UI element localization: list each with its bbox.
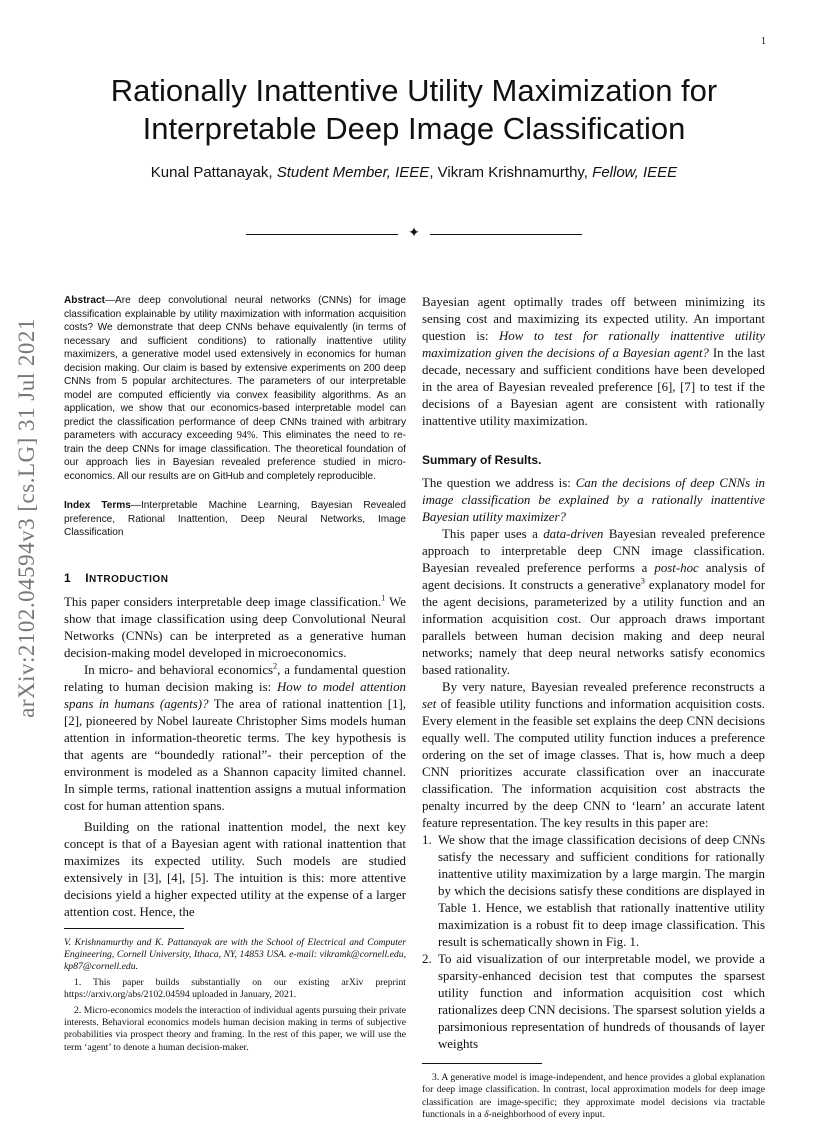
footnotes-right: [422, 1072, 765, 1122]
footnote-2: 2. Micro-economics models the interaction of individual agents pursuing their private interests. Behavioral economics models human decision making in terms of subjective probabilities via prospect theory and framing. In the rest of this paper, we will use the term ‘agent’ to denote a human decision-maker.: [64, 1004, 406, 1053]
footnotes-left: [64, 937, 406, 1055]
summary-heading: Summary of Results.: [422, 453, 542, 467]
list-item: 2. To aid visualization of our interpretable model, we provide a sparsity-enhanced decision test that computes the sparsest utility function and information acquisition cost which rationalizes deep CNN decisions. The sparsest solution yields a parsimonious representation of hundreds of thousands of layer weights: [422, 952, 765, 1051]
left-column: [64, 294, 406, 1057]
footnote-3: 3. A generative model is image-independent, and hence provides a global explanation for deep image classification. In contrast, local approximation models for deep image classification are image-specific; they approximate model decisions via tractable functionals in a δ-neighborhood of every input.: [422, 1072, 765, 1121]
abstract-label: Abstract: [64, 295, 105, 306]
author-name-1: Kunal Pattanayak,: [150, 164, 273, 181]
key-results-list: [422, 832, 765, 1053]
footnote-ref-3: 3: [640, 576, 645, 586]
right-column: [422, 294, 765, 1125]
section-heading-introduction: 1 INTRODUCTION: [64, 570, 169, 585]
list-item: 1. We show that the image classification decisions of deep CNNs satisfy the necessary and sufficient conditions for rationally inattentive utility maximization by a large margin. The margin by which the decisions satisfy these conditions are displayed in Table 1. Hence, we establish that rationally inattentive utility maximization is a robust fit to deep image classification. This result is schematically shown in Fig. 1.: [422, 833, 765, 949]
index-terms-label: Index Terms: [64, 500, 131, 511]
footnote-rule-right: [422, 1063, 542, 1064]
author-name-2: , Vikram Krishnamurthy,: [429, 164, 588, 181]
page-number: 1: [761, 36, 766, 47]
footnote-ref-1: 1: [381, 593, 386, 603]
divider-line-left: [246, 234, 398, 235]
title-divider: [246, 227, 582, 241]
intro-paragraph-3: Building on the rational inattention model, the next key concept is that of a Bayesian agent with rational inattention that maximizes its expected utility. Such models are studied extensively in [3], [4], [5]. The intuition is this: more attentive decisions yield a higher expected utility at the expense of a larger attention cost. Hence, the: [64, 819, 406, 919]
intro-paragraph-1: This paper considers interpretable deep image classification.$^1$ We show that image classification using deep Convolutional Neural Networks (CNNs) can be interpreted as a generative human decision-making model developed in microeconomics.: [64, 593, 406, 660]
arxiv-identifier-stamp: arXiv:2102.04594v3 [cs.LG] 31 Jul 2021: [14, 318, 39, 718]
paper-title: Rationally Inattentive Utility Maximization for Interpretable Deep Image Classification: [110, 73, 718, 146]
author-line: [40, 164, 788, 181]
approach-paragraph: This paper uses a data-driven Bayesian revealed preference approach to interpretable deep CNN image classification. Bayesian revealed preference performs a post-hoc analysis of agent decisions. It constructs a generative$^3$ explanatory model for the agent decisions, parameterized by a utility function and an information acquisition cost. Our approach draws important parallels between human decision making and deep neural networks; namely that deep neural networks satisfy economics based rationality.: [422, 527, 765, 677]
accuracy-value: 94%: [236, 430, 256, 441]
index-terms: Index Terms—Interpretable Machine Learning, Bayesian Revealed preference, Rational Inattention, Deep Neural Networks, Image Classification: [64, 500, 406, 538]
research-question: The question we address is: Can the decisions of deep CNNs in image classification be explained by a rationally inattentive Bayesian utility maximizer?: [422, 476, 765, 524]
divider-star-icon: ✦: [408, 226, 420, 241]
intro-paragraph-continued: Bayesian agent optimally trades off between minimizing its sensing cost and maximizing its expected utility. An important question is: How to test for rationally inattentive utility maximization given the decisions of a Bayesian agent? In the last decade, necessary and sufficient conditions have been developed in the area of Bayesian revealed preference [6], [7] to test if the decisions of a Bayesian agent are consistent with rationally inattentive utility maximization.: [422, 295, 765, 428]
footnote-rule: [64, 928, 184, 929]
abstract: Abstract—Are deep convolutional neural networks (CNNs) for image classification explainable by utility maximization with information acquisition costs? We demonstrate that deep CNNs behave equivalently (in terms of necessary and sufficient conditions) to rationally inattentive utility maximizers, a generative model used extensively in economics for human decision making. Our claim is based by extensive experiments on 200 deep CNNs from 5 popular architectures. The parameters of our interpretable model are computed efficiently via convex feasibility algorithms. As an application, we show that our economics-based interpretable model can predict the classification performance of deep CNNs trained with arbitrary parameters with accuracy exceeding 94%. This eliminates the need to re-train the deep CNNs for image classification. The theoretical foundation of our approach lies in Bayesian revealed preference studied in micro-economics. All our results are on GitHub and completely reproducible.: [64, 295, 406, 482]
footnote-1: 1. This paper builds substantially on our existing arXiv preprint https://arxiv.org/abs/2102.04594 uploaded in January, 2021.: [64, 976, 406, 1001]
footnote-ref-2: 2: [273, 661, 278, 671]
author-role-1: Student Member, IEEE: [276, 164, 430, 181]
intro-paragraph-2: In micro- and behavioral economics$^2$, a fundamental question relating to human decision making is: How to model attention spans in humans (agents)? The area of rational inattention [1], [2], pioneered by Nobel laureate Christopher Sims models human attention in information-theoretic terms. The key hypothesis is that agents are “boundedly rational”- their perception of the environment is modeled as a Shannon capacity limited channel. In simple terms, rational inattention assigns a mutual information cost for human attention spans.: [64, 661, 406, 813]
author-role-2: Fellow, IEEE: [592, 164, 678, 181]
author-affiliation-note: V. Krishnamurthy and K. Pattanayak are with the School of Electrical and Computer Engineering, Cornell University, Ithaca, NY, 14853 USA. e-mail: vikramk@cornell.edu, kp87@cornell.edu.: [64, 936, 406, 973]
feasible-set-paragraph: By very nature, Bayesian revealed preference reconstructs a set of feasible utility functions and information acquisition costs. Every element in the feasible set explains the deep CNN decisions equally well. The computed utility function induces a preference ordering on the set of image classes. That is, how much a deep CNN prioritizes accurate classification over an inaccurate classification. The information acquisition cost abstracts the penalty incurred by the deep CNN to ‘learn’ an accurate latent feature representation. The key results in this paper are:: [422, 680, 765, 830]
divider-line-right: [430, 234, 582, 235]
